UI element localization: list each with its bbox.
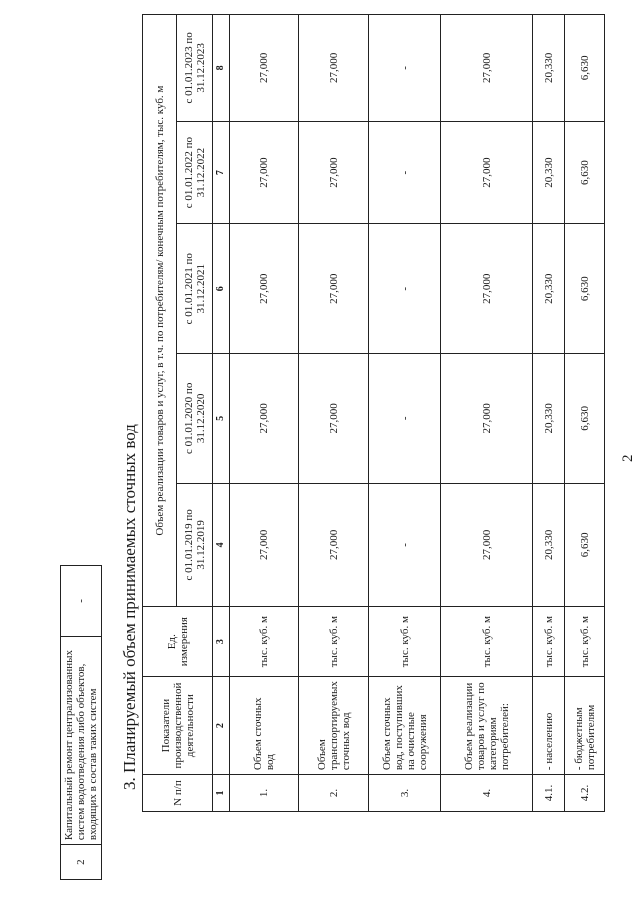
header-period: с 01.01.2020 по 31.12.2020 bbox=[177, 354, 213, 484]
row-number: 4.2. bbox=[565, 775, 605, 812]
value-cell: 27,000 bbox=[230, 483, 299, 607]
value-cell: 27,000 bbox=[230, 354, 299, 484]
value-cell: 20,330 bbox=[533, 224, 565, 354]
value-cell: - bbox=[369, 224, 441, 354]
column-number: 3 bbox=[213, 607, 230, 677]
value-cell: 27,000 bbox=[299, 224, 369, 354]
row-number: 4. bbox=[441, 775, 533, 812]
column-numbers-row bbox=[213, 15, 230, 812]
unit-cell: тыс. куб. м bbox=[441, 607, 533, 677]
indicator-name: Объем сточных вод, поступивших на очистные сооружения bbox=[369, 677, 441, 775]
indicator-name: - бюджетным потребителям bbox=[565, 677, 605, 775]
column-number: 6 bbox=[213, 224, 230, 354]
header-period: с 01.01.2021 по 31.12.2021 bbox=[177, 224, 213, 354]
indicator-name: Объем транспортируемых сточных вод bbox=[299, 677, 369, 775]
column-number: 1 bbox=[213, 775, 230, 812]
value-cell: 27,000 bbox=[299, 15, 369, 122]
value-cell: 27,000 bbox=[441, 224, 533, 354]
table-row bbox=[230, 15, 299, 812]
unit-cell: тыс. куб. м bbox=[369, 607, 441, 677]
table-row bbox=[299, 15, 369, 812]
table-row bbox=[441, 15, 533, 812]
page-number: 2 bbox=[620, 454, 636, 462]
unit-cell: тыс. куб. м bbox=[565, 607, 605, 677]
unit-cell: тыс. куб. м bbox=[533, 607, 565, 677]
header-name: Показатели производственной деятельности bbox=[143, 677, 213, 775]
value-cell: 27,000 bbox=[441, 15, 533, 122]
value-cell: - bbox=[369, 15, 441, 122]
value-cell: 27,000 bbox=[441, 354, 533, 484]
table-row bbox=[61, 566, 102, 880]
value-cell: 20,330 bbox=[533, 121, 565, 224]
value-cell: 6,630 bbox=[565, 483, 605, 607]
value-cell: 27,000 bbox=[299, 354, 369, 484]
row-number: 4.1. bbox=[533, 775, 565, 812]
indicator-name: Объем сточных вод bbox=[230, 677, 299, 775]
value-cell: 27,000 bbox=[441, 483, 533, 607]
column-number: 4 bbox=[213, 483, 230, 607]
value-cell: 6,630 bbox=[565, 354, 605, 484]
column-number: 7 bbox=[213, 121, 230, 224]
wastewater-volume-table bbox=[142, 14, 605, 812]
unit-cell: тыс. куб. м bbox=[299, 607, 369, 677]
value-cell: 20,330 bbox=[533, 15, 565, 122]
table-body bbox=[230, 15, 605, 812]
value-cell: 6,630 bbox=[565, 224, 605, 354]
value-cell: 6,630 bbox=[565, 121, 605, 224]
indicator-name: Объем реализации товаров и услуг по категориям потребителей: bbox=[441, 677, 533, 775]
table-row bbox=[369, 15, 441, 812]
header-num: N п/п bbox=[143, 775, 213, 812]
value-cell: 27,000 bbox=[441, 121, 533, 224]
header-unit: Ед. измерения bbox=[143, 607, 213, 677]
value-cell: 20,330 bbox=[533, 354, 565, 484]
row-number: 1. bbox=[230, 775, 299, 812]
repair-table bbox=[60, 565, 102, 880]
row-number: 2. bbox=[299, 775, 369, 812]
row-number: 2 bbox=[61, 845, 102, 880]
column-number: 5 bbox=[213, 354, 230, 484]
header-period: с 01.01.2019 по 31.12.2019 bbox=[177, 483, 213, 607]
header-period: с 01.01.2023 по 31.12.2023 bbox=[177, 15, 213, 122]
header-row bbox=[143, 15, 177, 812]
value-cell: 20,330 bbox=[533, 483, 565, 607]
value-cell: 27,000 bbox=[299, 121, 369, 224]
table-row bbox=[565, 15, 605, 812]
column-number: 8 bbox=[213, 15, 230, 122]
row-text: Капитальный ремонт централизованных систем водоотведения либо объектов, входящих в состав таких систем bbox=[61, 636, 102, 844]
unit-cell: тыс. куб. м bbox=[230, 607, 299, 677]
header-period: с 01.01.2022 по 31.12.2022 bbox=[177, 121, 213, 224]
section-title: 3. Планируемый объем принимаемых сточных вод bbox=[120, 424, 139, 790]
value-cell: 27,000 bbox=[230, 121, 299, 224]
value-cell: 6,630 bbox=[565, 15, 605, 122]
indicator-name: - населению bbox=[533, 677, 565, 775]
table-row bbox=[533, 15, 565, 812]
row-value: - bbox=[61, 566, 102, 637]
value-cell: - bbox=[369, 483, 441, 607]
value-cell: - bbox=[369, 121, 441, 224]
value-cell: - bbox=[369, 354, 441, 484]
value-cell: 27,000 bbox=[299, 483, 369, 607]
row-number: 3. bbox=[369, 775, 441, 812]
header-group: Объем реализации товаров и услуг, в т.ч. по потребителям/ конечным потребителям, тыс. куб. м bbox=[143, 15, 177, 607]
value-cell: 27,000 bbox=[230, 15, 299, 122]
value-cell: 27,000 bbox=[230, 224, 299, 354]
column-number: 2 bbox=[213, 677, 230, 775]
